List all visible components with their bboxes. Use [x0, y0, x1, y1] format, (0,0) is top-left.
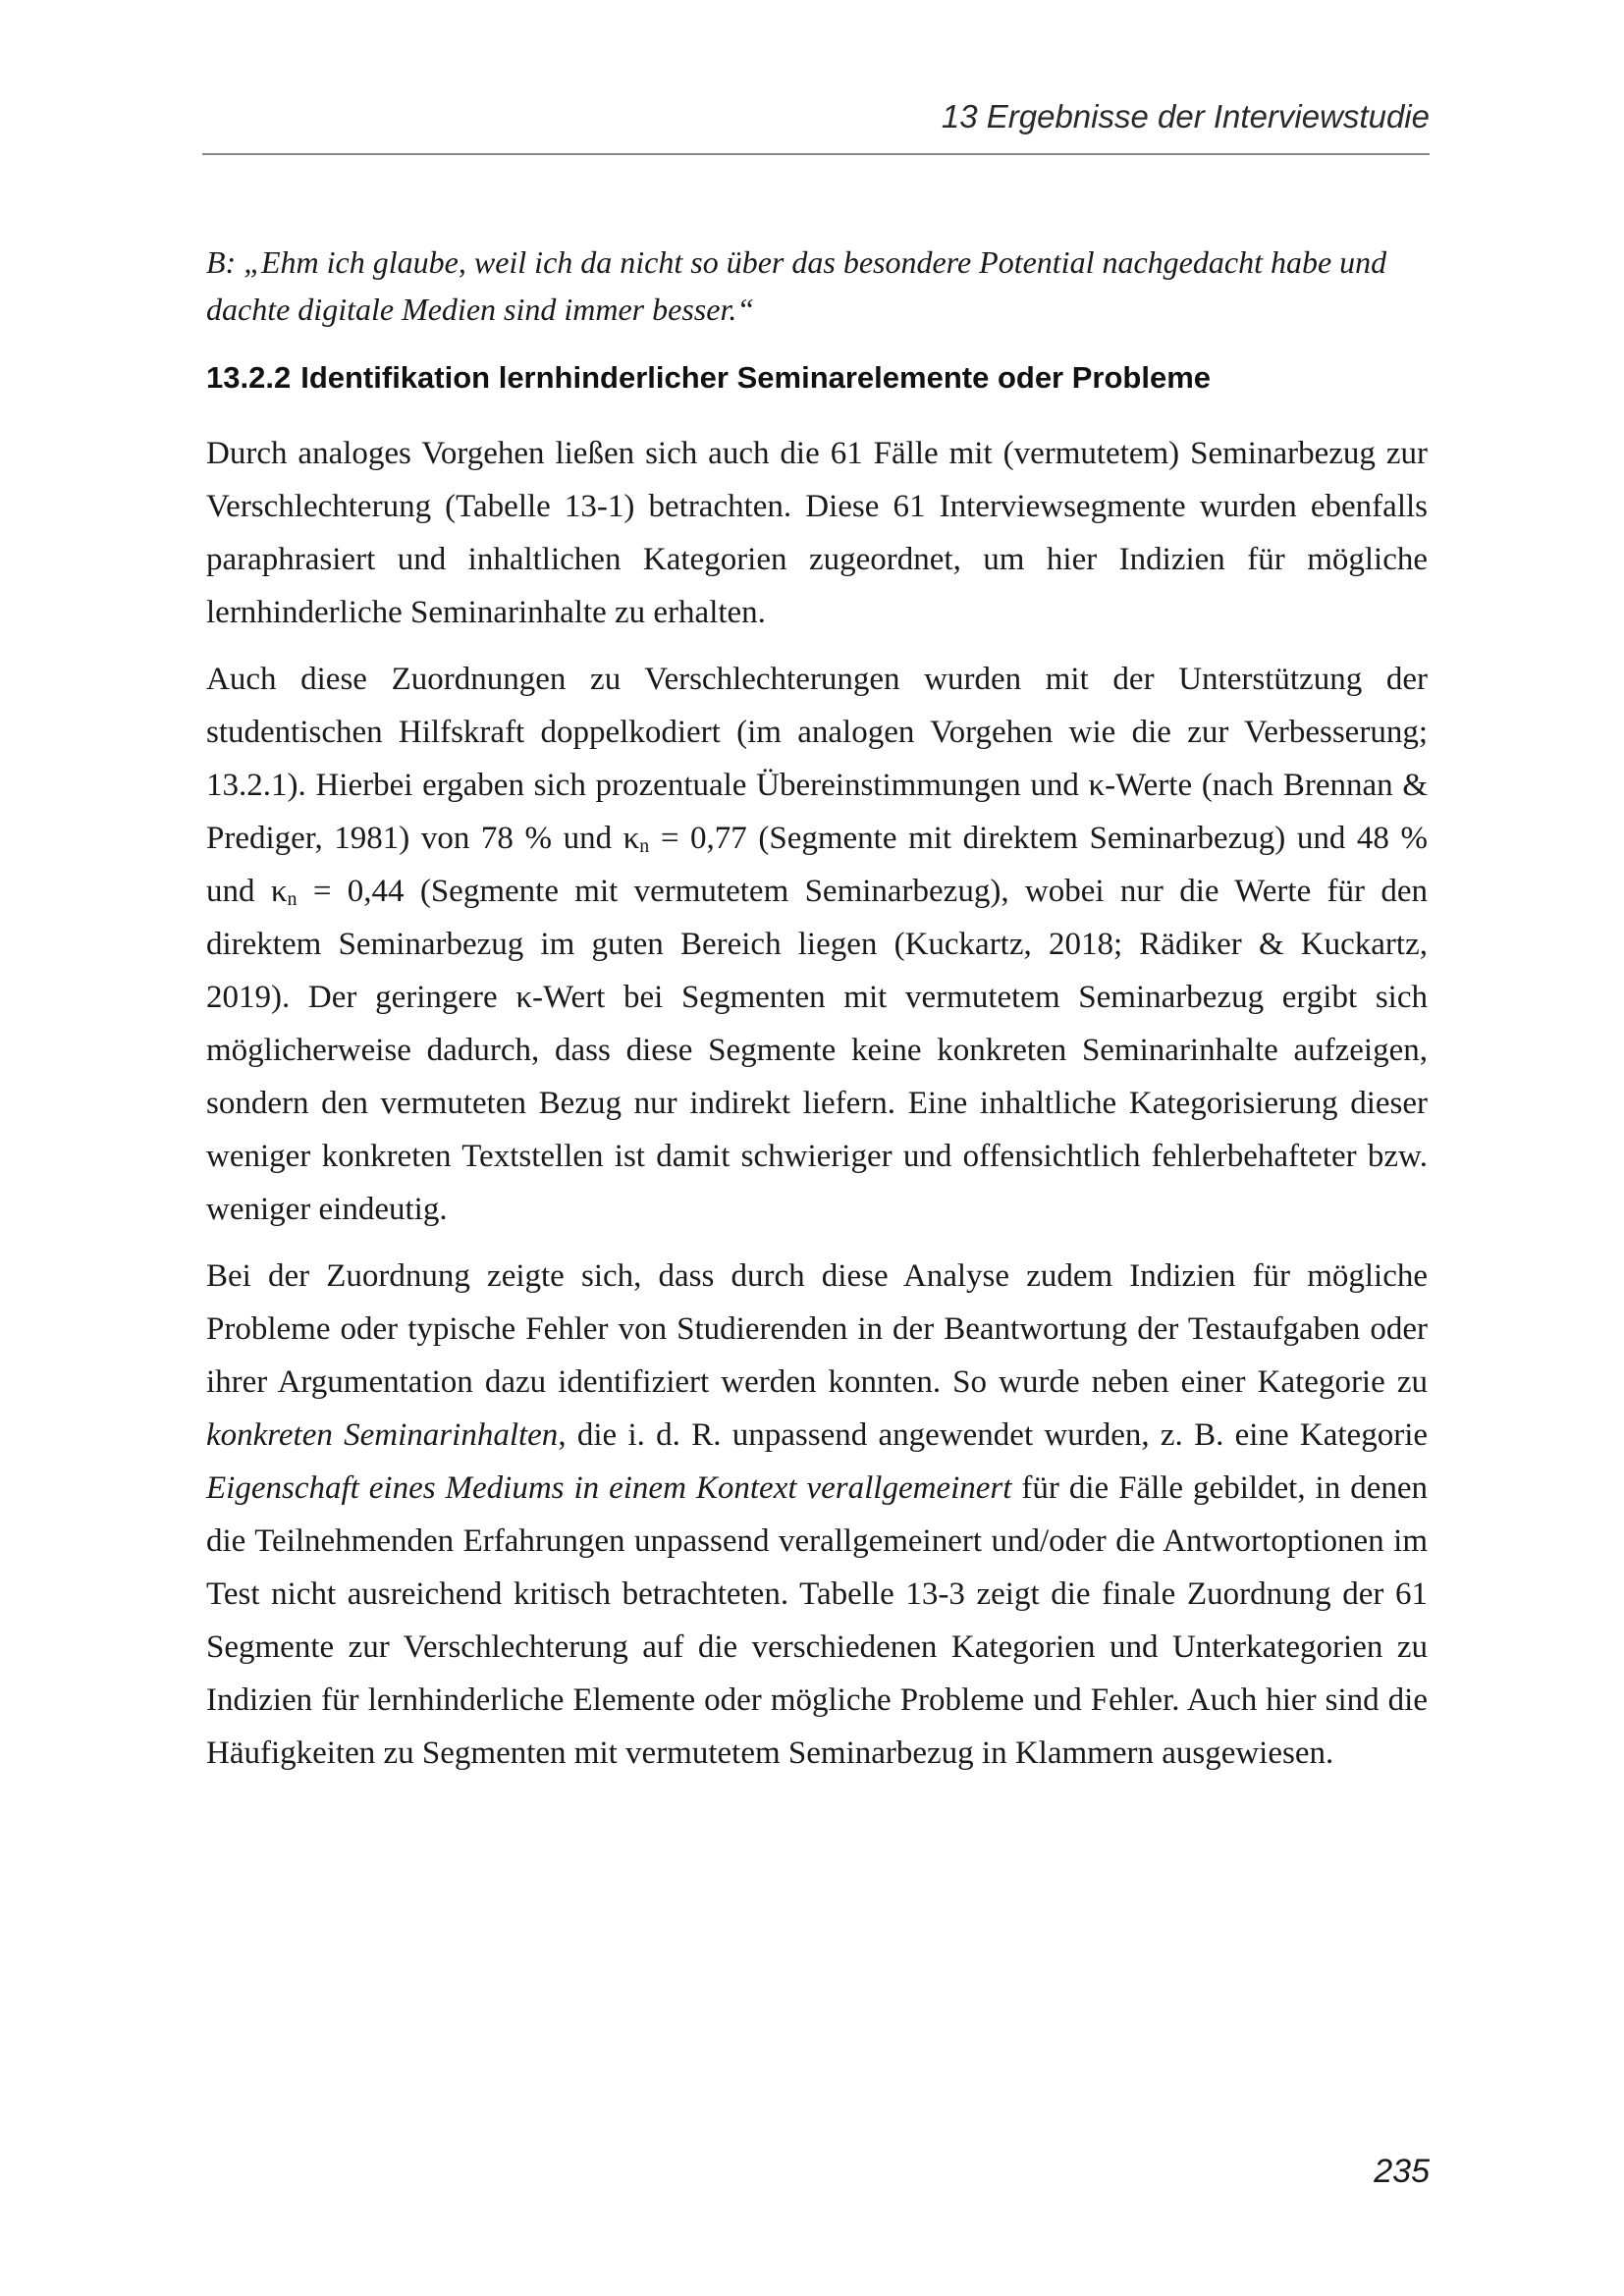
section-heading — [206, 354, 1428, 401]
running-header: 13 Ergebnisse der Interviewstudie — [941, 98, 1430, 134]
quote-text: „Ehm ich glaube, weil ich da nicht so über das besondere Potential nachgedacht habe und dachte digitale Medien sind immer besser.“ — [206, 244, 1387, 327]
paragraph-2 — [206, 653, 1428, 1236]
kappa-symbol: κ — [270, 874, 288, 909]
emphasis-seminar-contents: konkreten Seminarinhalten — [206, 1417, 559, 1453]
paragraph-2-text-c: = 0,44 (Segmente mit vermutetem Seminarbezug), wobei nur die Werte für den direktem Seminarbezug im guten Bereich liegen (Kuckartz, 2018; Rädiker & Kuckartz, 2019). Der geringere κ-Wert bei Segmenten mit vermutetem Seminarbezug ergibt sich möglicherweise dadurch, dass diese Segmente keine konkreten Seminarinhalte aufzeigen, sondern den vermuteten Bezug nur indirekt liefern. Eine inhaltliche Kategorisierung dieser weniger konkreten Textstellen ist damit schwieriger und offensichtlich fehlerbehafteter bzw. weniger eindeutig. — [206, 874, 1428, 1227]
paragraph-3-text-c: für die Fälle gebildet, in denen die Teilnehmenden Erfahrungen unpassend verallgemeinert und/oder die Antwortoptionen im Test nicht ausreichend kritisch betrachteten. Tabelle 13-3 zeigt die finale Zuordnung der 61 Segmente zur Verschlechterung auf die verschiedenen Kategorien und Unterkategorien zu Indizien für lernhinderliche Elemente oder mögliche Probleme und Fehler. Auch hier sind die Häufigkeiten zu Segmenten mit vermutetem Seminarbezug in Klammern ausgewiesen. — [206, 1470, 1428, 1771]
interview-quote — [206, 239, 1428, 333]
quote-speaker: B: — [206, 244, 237, 280]
paragraph-3-text-b: , die i. d. R. unpassend angewendet wurden, z. B. eine Kategorie — [558, 1417, 1429, 1453]
page-number: 235 — [1374, 2153, 1430, 2190]
paragraph-1: Durch analoges Vorgehen ließen sich auch die 61 Fälle mit (vermutetem) Seminarbezug zur Verschlechterung (Tabelle 13-1) betrachten. Diese 61 Interviewsegmente wurden ebenfalls paraphrasiert und inhaltlichen Kategorien zugeordnet, um hier Indizien für mögliche lernhinderliche Seminarinhalte zu erhalten. — [206, 436, 1428, 630]
emphasis-category-name: Eigenschaft eines Mediums in einem Kontext verallgemeinert — [206, 1470, 1012, 1506]
kappa-subscript: n — [287, 888, 298, 910]
page-body — [206, 239, 1428, 1793]
paragraph-3-text-a: Bei der Zuordnung zeigte sich, dass durch diese Analyse zudem Indizien für mögliche Probleme oder typische Fehler von Studierenden in der Beantwortung der Testaufgaben oder ihrer Argumentation dazu identifiziert werden konnten. So wurde neben einer Kategorie zu — [206, 1258, 1428, 1400]
header-divider — [202, 153, 1430, 155]
paragraph-3 — [206, 1250, 1428, 1780]
section-title: Identifikation lernhinderlicher Seminarelemente oder Probleme — [300, 360, 1212, 395]
kappa-symbol: κ — [623, 821, 640, 856]
paragraph-2-text-a: Auch diese Zuordnungen zu Verschlechterungen wurden mit der Unterstützung der studentischen Hilfskraft doppelkodiert (im analogen Vorgehen wie die zur Verbesserung; 13.2.1). Hierbei ergaben sich prozentuale Übereinstimmungen und κ-Werte (nach Brennan & Prediger, 1981) von 78 % und — [206, 662, 1428, 856]
paragraph-2-text-b: = 0,77 (Segmente mit direktem Seminarbezug) und 48 % und — [206, 821, 1428, 909]
kappa-subscript: n — [639, 835, 650, 857]
section-number: 13.2.2 — [206, 360, 292, 395]
